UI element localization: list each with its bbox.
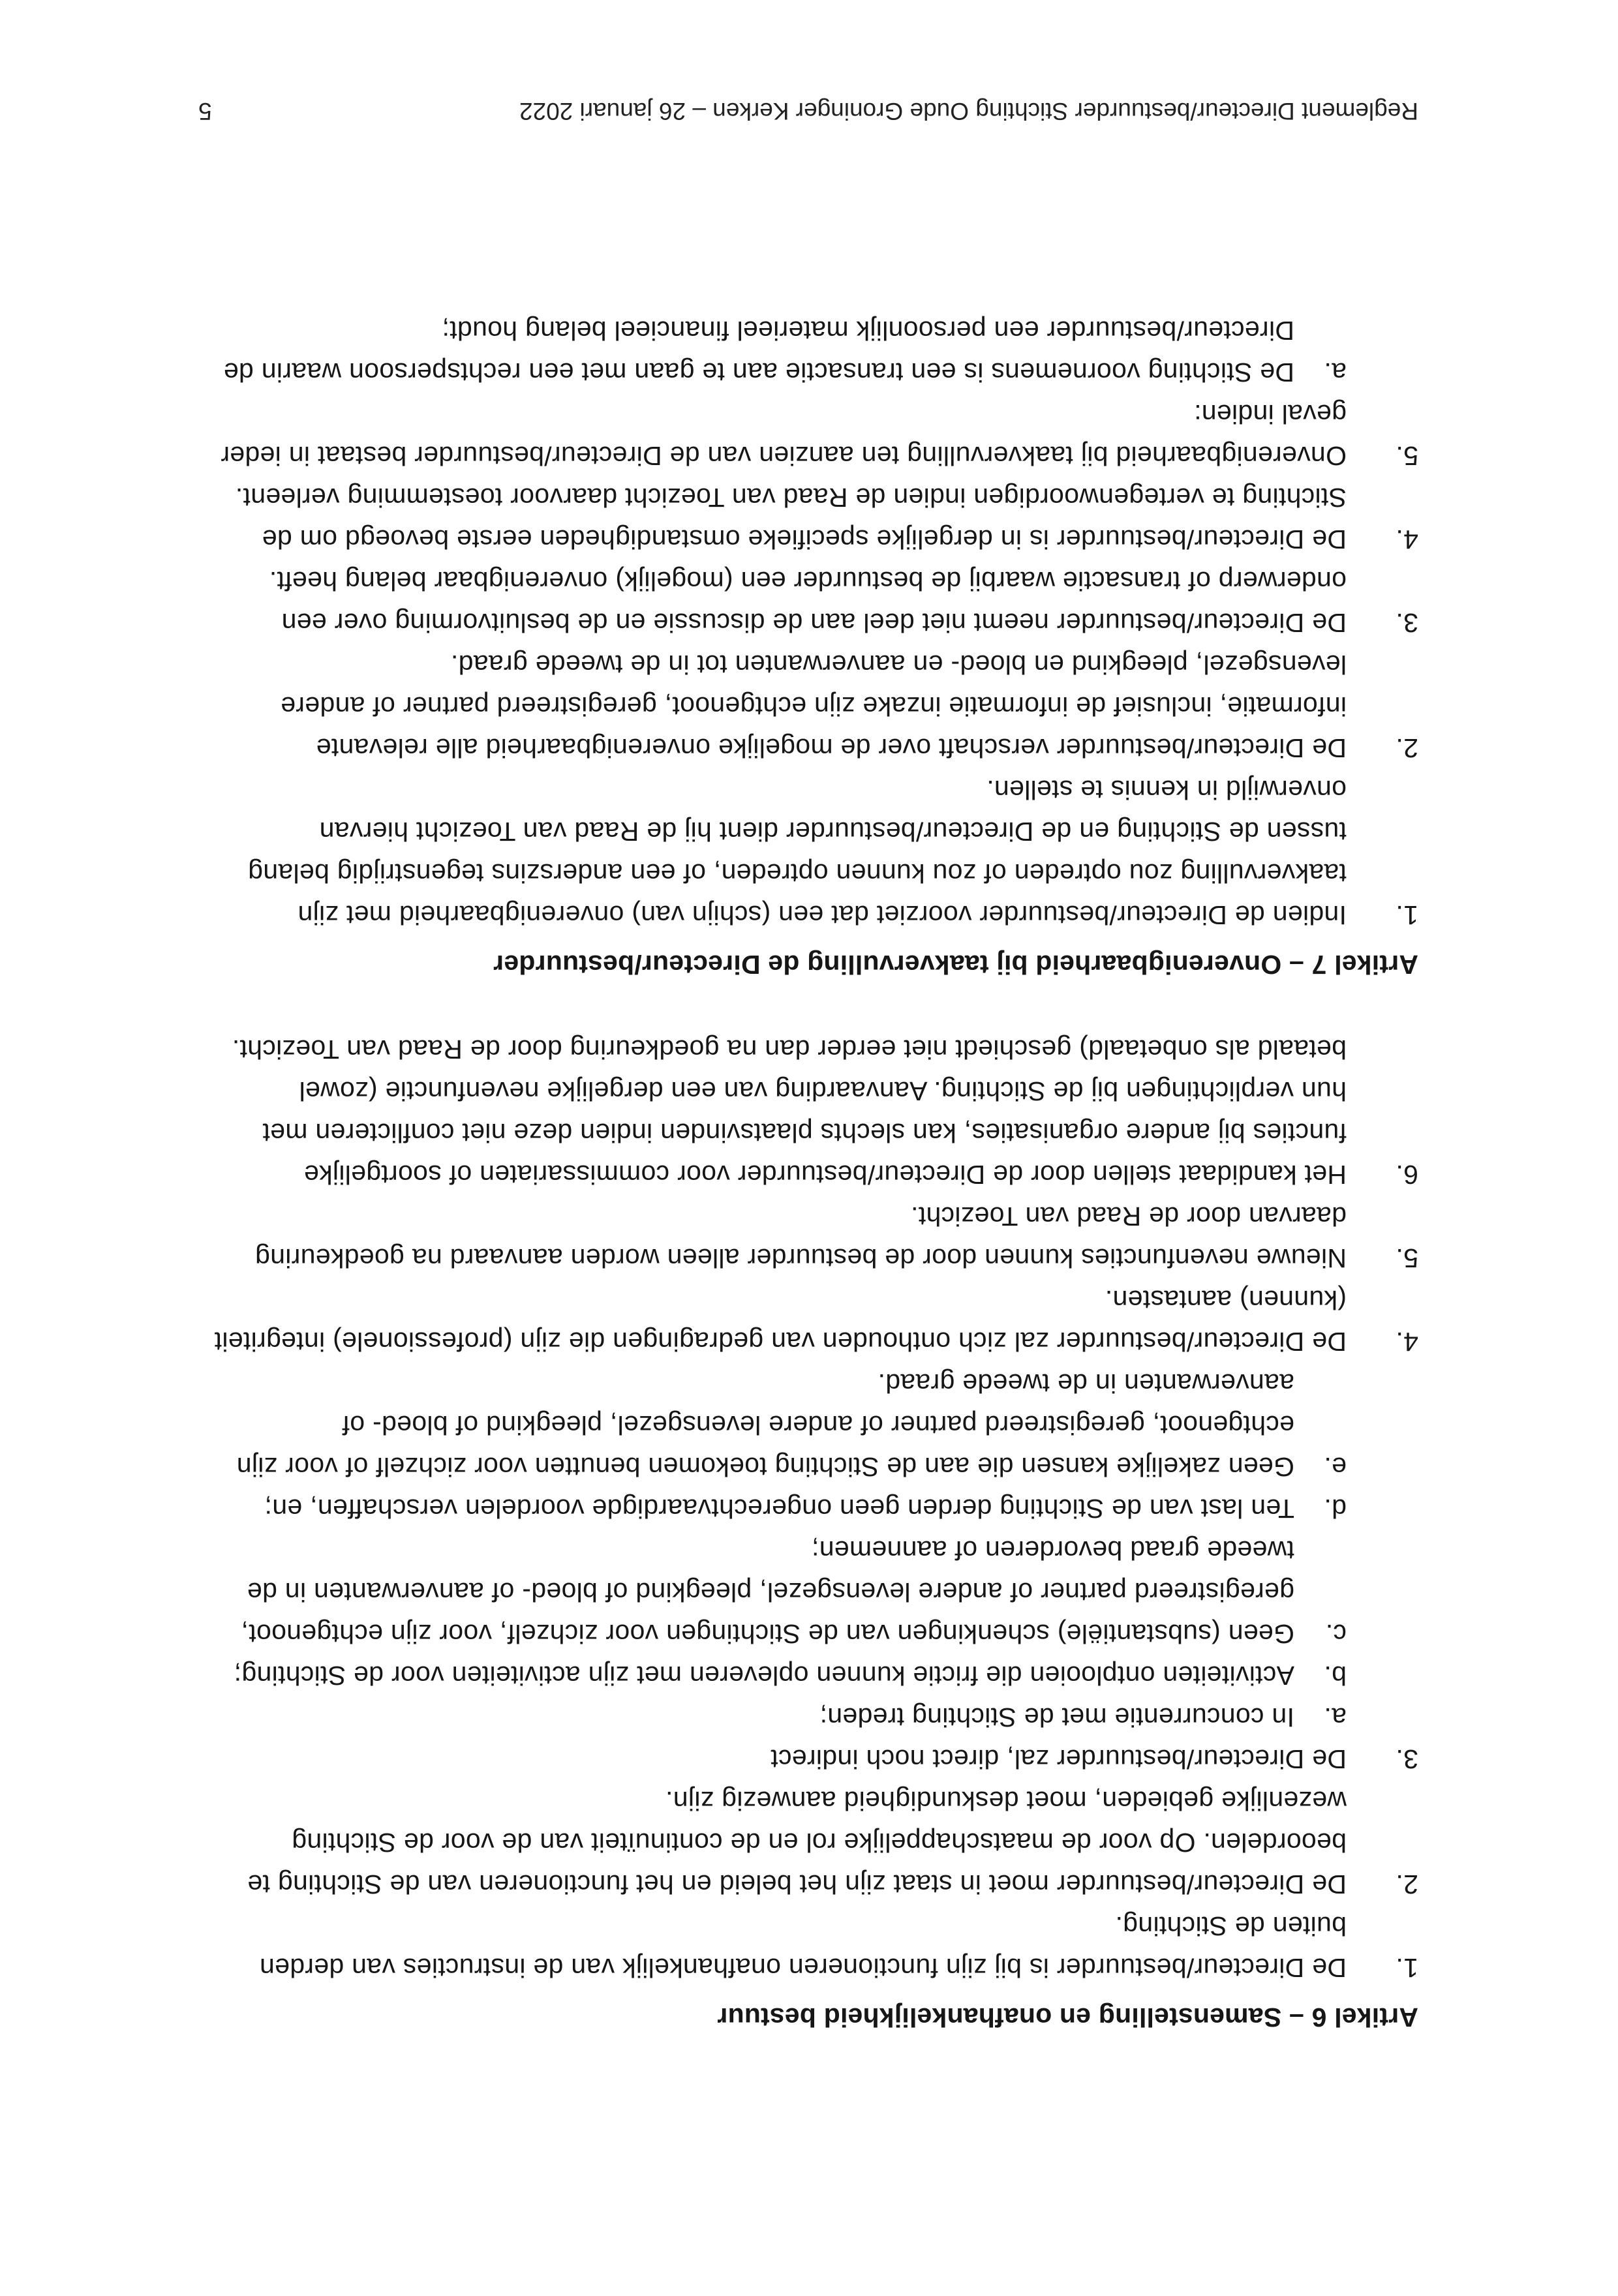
item-text: Het kandidaat stellen door de Directeur/bestuurder voor commissariaten of soortgelijke functies bij andere organisaties, kan slechts plaatsvinden indien deze niet conflicteren met hun verplichtingen bij de Stichting. Aanvaarding van een dergelijke nevenfunctie (zowel betaald als onbetaald) geschiedt niet eerder dan na goedkeuring door de Raad van Toezicht. — [232, 1035, 1347, 1190]
article-7-item-3 — [211, 560, 1418, 644]
article-7-item-1 — [211, 769, 1418, 936]
item-text: De Directeur/bestuurder verschaft over de mogelijke onverenigbaarheid alle relevante informatie, inclusief de informatie inzake zijn echtgenoot, geregistreerd partner of andere levensgezel, pleegkind en bloed- en aanverwanten tot in de tweede graad. — [280, 650, 1347, 763]
article-7-heading: Artikel 7 – Onverenigbaarheid bij taakvervulling de Directeur/bestuurder — [493, 950, 1418, 980]
item-number: 3. — [1396, 1744, 1418, 1774]
sub-item-a — [211, 1697, 1347, 1738]
item-text: Onverenigbaarheid bij taakvervulling ten aanzien van de Directeur/bestuurder bestaat in ieder geval indien: — [221, 399, 1347, 471]
item-text: Indien de Directeur/bestuurder voorziet dat een (schijn van) onverenigbaarheid met zijn taakvervulling zou optreden of zou kunnen optreden, of een anderszins tegenstrijdig belang tussen de Stichting en de Directeur/bestuurder dient hij de Raad van Toezicht hiervan onverwijld in kennis te stellen. — [247, 775, 1347, 930]
sub-item-a — [211, 310, 1347, 393]
sub-item-letter: e. — [1324, 1452, 1347, 1482]
sub-item-text: Geen (substantiële) schenkingen van de Stichtingen voor zichzelf, voor zijn echtgenoot, geregistreerd partner of andere levensgezel, pleegkind of bloed- of aanverwanten in de tweede graad bevorderen of aannemen; — [241, 1535, 1294, 1649]
article-7-item-4 — [211, 477, 1418, 560]
sub-item-letter: b. — [1324, 1661, 1347, 1691]
page-number: 5 — [198, 98, 212, 125]
sub-item-text: Geen zakelijke kansen die aan de Stichting toekomen benutten voor zichzelf of voor zijn echtgenoot, geregistreerd partner of andere levensgezel, pleegkind of bloed- of aanverwanten in de tweede graad. — [236, 1368, 1294, 1482]
footer-text: Reglement Directeur/bestuurder Stichting Oude Groninger Kerken – 26 januari 2022 — [519, 98, 1418, 125]
sub-item-text: In concurrentie met de Stichting treden; — [819, 1702, 1294, 1732]
item-number: 4. — [1396, 1327, 1418, 1357]
sub-item-c — [211, 1530, 1347, 1655]
article-6-item-3 — [211, 1363, 1418, 1780]
article-7-item-2 — [211, 644, 1418, 769]
item-text: De Directeur/bestuurder zal zich onthouden van gedragingen die zijn (professionele) integriteit (kunnen) aantasten. — [214, 1285, 1347, 1357]
article-6-heading: Artikel 6 – Samenstelling en onafhankelijkheid bestuur — [717, 2002, 1418, 2032]
item-text: De Directeur/bestuurder is in dergelijke specifieke omstandigheden eerste bevoegd om de Stichting te vertegenwoordigen indien de Raad van Toezicht daarvoor toestemming verleent. — [235, 483, 1347, 554]
sub-item-e — [211, 1363, 1347, 1488]
article-6-item-2 — [211, 1780, 1418, 1905]
item-number: 3. — [1396, 608, 1418, 638]
item-text: Nieuwe nevenfuncties kunnen door de bestuurder alleen worden aanvaard na goedkeuring daarvan door de Raad van Toezicht. — [254, 1201, 1347, 1273]
item-text: De Directeur/bestuurder neemt niet deel aan de discussie en de besluitvorming over een onderwerp of transactie waarbij de bestuurder een (mogelijk) onverenigbaar belang heeft. — [269, 566, 1347, 638]
article-6-item-6 — [211, 1029, 1418, 1196]
sub-item-b — [211, 1655, 1347, 1697]
item-number: 2. — [1396, 1869, 1418, 1899]
item-number: 4. — [1396, 524, 1418, 554]
sub-item-text: Activiteiten ontplooien die frictie kunnen opleveren met zijn activiteiten voor de Stichting; — [234, 1661, 1294, 1691]
sub-item-letter: c. — [1325, 1619, 1347, 1649]
sub-item-letter: a. — [1324, 1702, 1347, 1732]
sub-item-text: De Stichting voornemens is een transactie aan te gaan met een rechtspersoon waarin de Directeur/bestuurder een persoonlijk materieel financieel belang houdt; — [223, 316, 1294, 387]
article-6 — [211, 1029, 1418, 2038]
sub-item-letter: d. — [1324, 1494, 1347, 1524]
item-text: De Directeur/bestuurder is bij zijn functioneren onafhankelijk van de instructies van derden buiten de Stichting. — [259, 1911, 1347, 1983]
article-6-item-1 — [211, 1905, 1418, 1989]
document-body — [211, 310, 1418, 2038]
sub-item-text: Ten last van de Stichting derden geen ongerechtvaardigde voordelen verschaffen, en; — [264, 1494, 1294, 1524]
article-6-item-4 — [211, 1279, 1418, 1363]
item-number: 1. — [1396, 900, 1418, 930]
article-7-item-5 — [211, 310, 1418, 477]
item-number: 1. — [1396, 1953, 1418, 1983]
article-7 — [211, 310, 1418, 986]
sub-item-d — [211, 1488, 1347, 1530]
item-text: De Directeur/bestuurder moet in staat zijn het beleid en het functioneren van de Stichting te beoordelen. Op voor de maatschappelijke rol en de continuïteit van de voor de Stichting wezenlijke gebieden, moet deskundigheid aanwezig zijn. — [247, 1786, 1347, 1899]
item-text: De Directeur/bestuurder zal, direct noch indirect — [771, 1744, 1347, 1774]
item-number: 5. — [1396, 1243, 1418, 1273]
sub-item-letter: a. — [1324, 357, 1347, 387]
item-number: 6. — [1396, 1160, 1418, 1190]
item-number: 5. — [1396, 441, 1418, 471]
article-6-item-5 — [211, 1196, 1418, 1279]
item-number: 2. — [1396, 733, 1418, 763]
